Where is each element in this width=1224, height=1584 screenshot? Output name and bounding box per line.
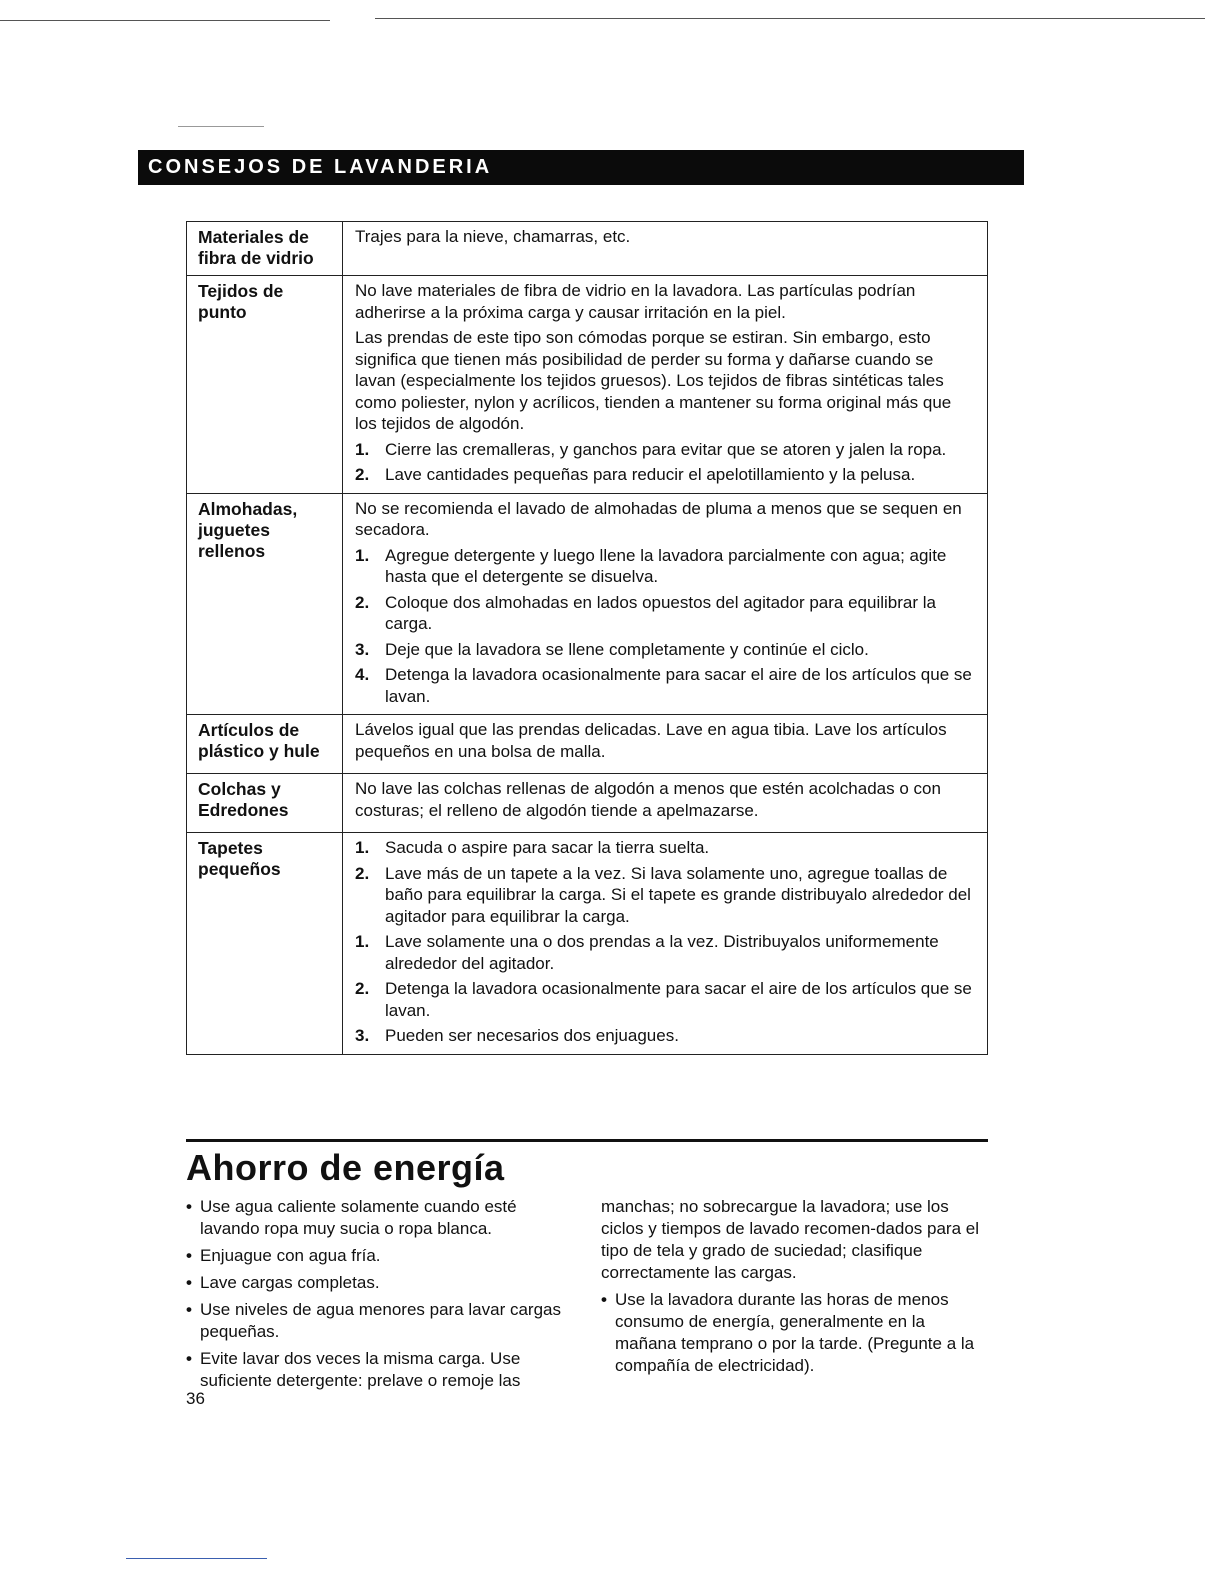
step-text: Coloque dos almohadas en lados opuestos del agitador para equilibrar la carga. (385, 592, 936, 633)
bullet-text: Lave cargas completas. (200, 1273, 380, 1292)
fabric-type-cell: Colchas y Edredones (187, 774, 343, 833)
step-number: 1. (355, 838, 370, 857)
instruction-paragraph: Las prendas de este tipo son cómodas porque se estiran. Sin embargo, esto significa que tienen más posibilidad de perder su forma y dañarse cuando se lavan (especialmente los tejidos gruesos). Los tejidos de fibras sintéticas tales como poliester, nylon y acrílicos, tienden a mantener su forma original más que los tejidos de algodón. (355, 328, 952, 433)
list-item (186, 1272, 578, 1294)
step-text: Cierre las cremalleras, y ganchos para evitar que se atoren y jalen la ropa. (385, 439, 947, 459)
list-item (186, 1299, 578, 1343)
list-item (355, 863, 977, 928)
list-item (355, 931, 977, 974)
scan-artifact-line (178, 126, 264, 127)
fabric-type-cell: Materiales de fibra de vidrio (187, 222, 343, 276)
step-text: Agregue detergente y luego llene la lavadora parcialmente con agua; agite hasta que el detergente se disuelva. (385, 545, 947, 586)
step-number: 2. (355, 592, 370, 612)
step-text: Detenga la lavadora ocasionalmente para sacar el aire de los artículos que se lavan. (385, 979, 972, 1020)
list-item (186, 1245, 578, 1267)
step-number: 2. (355, 863, 370, 883)
table-row (187, 833, 988, 1055)
instructions-cell (343, 222, 988, 276)
instruction-paragraph: No se recomienda el lavado de almohadas de pluma a menos que se sequen en secadora. (355, 498, 962, 539)
list-item (355, 1025, 977, 1047)
list-item (355, 837, 977, 859)
list-item (355, 664, 977, 707)
instructions-cell (343, 833, 988, 1055)
instructions-cell (343, 715, 988, 774)
energy-right-column (601, 1196, 983, 1382)
instructions-cell (343, 774, 988, 833)
bullet-text: Enjuague con agua fría. (200, 1246, 381, 1265)
list-item (355, 978, 977, 1021)
step-number: 1. (355, 545, 370, 565)
step-list (355, 837, 977, 1047)
list-item (186, 1196, 578, 1240)
energy-right-bullets (601, 1289, 983, 1377)
fabric-type-cell: Tapetes pequeños (187, 833, 343, 1055)
energy-continued-text: manchas; no sobrecargue la lavadora; use los ciclos y tiempos de lavado recomen-dados para el tipo de tela y grado de suciedad; clasifique correctamente las cargas. (601, 1197, 979, 1282)
step-text: Lave más de un tapete a la vez. Si lava solamente uno, agregue toallas de baño para equilibrar la carga. Si el tapete es grande distribuyalo alrededor del agitador para equilibrar la carga. (385, 863, 971, 926)
list-item (601, 1289, 983, 1377)
list-item (186, 1348, 578, 1392)
step-text: Lave solamente una o dos prendas a la vez. Distribuyalos uniformemente alrededor del agitador. (385, 932, 939, 973)
scan-artifact-line (0, 20, 330, 21)
instructions-cell (343, 493, 988, 715)
step-number: 3. (355, 639, 370, 659)
energy-left-bullets (186, 1196, 578, 1392)
bullet-text: Use agua caliente solamente cuando esté lavando ropa muy sucia o ropa blanca. (200, 1197, 517, 1238)
list-item (355, 639, 977, 661)
bullet-dot-icon: • (186, 1197, 192, 1216)
step-text: Detenga la lavadora ocasionalmente para sacar el aire de los artículos que se lavan. (385, 665, 972, 706)
step-number: 2. (355, 979, 370, 998)
table-bottom-rule (186, 1139, 988, 1142)
instruction-paragraph: Trajes para la nieve, chamarras, etc. (355, 227, 631, 246)
bullet-dot-icon: • (186, 1246, 192, 1265)
table-row (187, 276, 988, 494)
list-item (355, 592, 977, 635)
fabric-type-cell: Tejidos de punto (187, 276, 343, 494)
list-item (355, 439, 977, 461)
step-number: 1. (355, 439, 370, 459)
step-list (355, 439, 977, 486)
footer-rule (126, 1558, 267, 1559)
step-text: Pueden ser necesarios dos enjuagues. (385, 1026, 679, 1045)
bullet-dot-icon: • (601, 1290, 607, 1309)
table-row (187, 774, 988, 833)
instruction-paragraph: No lave las colchas rellenas de algodón a menos que estén acolchadas o con costuras; el relleno de algodón tiende a apelmazarse. (355, 779, 941, 820)
table-row (187, 715, 988, 774)
step-number: 3. (355, 1026, 370, 1045)
bullet-text: Use la lavadora durante las horas de menos consumo de energía, generalmente en la mañana temprano o por la tarde. (Pregunte a la compañía de electricidad). (615, 1290, 975, 1375)
page-number: 36 (186, 1389, 205, 1408)
fabric-type-cell: Artículos de plástico y hule (187, 715, 343, 774)
scan-artifact-line (375, 18, 1205, 19)
step-text: Sacuda o aspire para sacar la tierra suelta. (385, 838, 710, 857)
step-text: Lave cantidades pequeñas para reducir el apelotillamiento y la pelusa. (385, 465, 916, 484)
laundry-tips-table (186, 221, 988, 1055)
instruction-paragraph: Lávelos igual que las prendas delicadas. Lave en agua tibia. Lave los artículos pequeños en una bolsa de malla. (355, 720, 947, 761)
energy-section-title: Ahorro de energía (186, 1147, 505, 1188)
bullet-text: Evite lavar dos veces la misma carga. Use suficiente detergente: prelave o remoje las (200, 1349, 521, 1390)
energy-left-column (186, 1196, 578, 1397)
instructions-cell (343, 276, 988, 494)
instruction-paragraph: No lave materiales de fibra de vidrio en la lavadora. Las partículas podrían adherirse a la próxima carga y causar irritación en la piel. (355, 281, 916, 322)
bullet-text: Use niveles de agua menores para lavar cargas pequeñas. (200, 1300, 561, 1341)
step-number: 4. (355, 665, 370, 684)
step-text: Deje que la lavadora se llene completamente y continúe el ciclo. (385, 639, 869, 659)
tips-table-body (187, 222, 988, 1055)
step-number: 1. (355, 932, 370, 951)
table-row (187, 222, 988, 276)
bullet-dot-icon: • (186, 1300, 192, 1319)
section-banner (138, 150, 1024, 185)
table-row (187, 493, 988, 715)
list-item (355, 464, 977, 486)
bullet-dot-icon: • (186, 1273, 192, 1292)
fabric-type-cell: Almohadas, juguetes rellenos (187, 493, 343, 715)
step-number: 2. (355, 465, 370, 484)
step-list (355, 545, 977, 708)
bullet-dot-icon: • (186, 1349, 192, 1368)
banner-title: CONSEJOS DE LAVANDERIA (148, 156, 493, 178)
list-item (355, 545, 977, 588)
